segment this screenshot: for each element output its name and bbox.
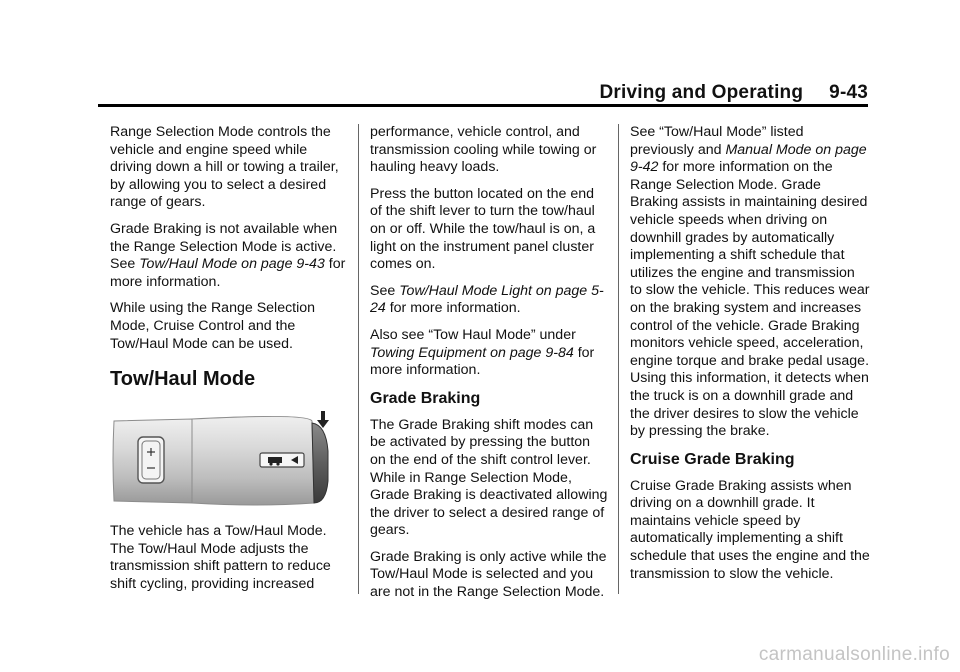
paragraph: Also see “Tow Haul Mode” under Towing Equipment on page 9-84 for more information. <box>370 326 595 379</box>
column-1 <box>110 124 348 603</box>
paragraph: See Tow/Haul Mode Light on page 5-24 for more information. <box>370 282 604 317</box>
cross-reference-link[interactable]: Tow/Haul Mode on page 9-43 <box>139 256 325 273</box>
column-3 <box>630 124 870 592</box>
column-divider <box>618 124 619 594</box>
subsection-heading: Grade Braking <box>370 389 481 407</box>
paragraph: Grade Braking is only active while the Tow/Haul Mode is selected and you are not in the Range Selection Mode. <box>370 548 607 601</box>
cross-reference-link[interactable]: Tow/Haul Mode Light on page 5-24 <box>370 282 604 317</box>
paragraph: Range Selection Mode controls the vehicle and engine speed while driving down a hill or towing a trailer, by allowing you to select a desired range of gears. <box>110 124 339 211</box>
paragraph: The Grade Braking shift modes can be activated by pressing the button on the end of the shift control lever. While in Range Selection Mode, Grade Braking is deactivated allowing the driver to select a desired range of gears. <box>370 416 608 539</box>
shift-lever-illustration <box>108 411 340 509</box>
header-rule <box>98 104 868 107</box>
subsection-heading: Cruise Grade Braking <box>630 450 795 468</box>
paragraph: See “Tow/Haul Mode” listed previously and Manual Mode on page 9-42 for more information on the Range Selection Mode. Grade Braking assists in maintaining desired vehicle speeds when driving on downhill grades by automatically implementing a shift schedule that utilizes the engine and transmission to slow the vehicle. This reduces wear on the braking system and increases control of the vehicle. Grade Braking monitors vehicle speed, acceleration, engine torque and brake pedal usage. Using this information, it detects when the truck is on a downhill grade and the driver desires to slow the vehicle by pressing the brake. <box>630 124 870 440</box>
section-heading: Tow/Haul Mode <box>110 368 256 391</box>
paragraph: Press the button located on the end of the shift lever to turn the tow/haul on or off. While the tow/haul is on, a light on the instrument panel cluster comes on. <box>370 185 596 273</box>
column-divider <box>358 124 359 594</box>
cross-reference-link[interactable]: Towing Equipment on page 9-84 <box>370 344 574 361</box>
cross-reference-link[interactable]: Manual Mode on page 9-42 <box>630 141 867 176</box>
paragraph: Grade Braking is not available when the Range Selection Mode is active. See Tow/Haul Mode on page 9-43 for more information. <box>110 220 346 290</box>
paragraph: While using the Range Selection Mode, Cruise Control and the Tow/Haul Mode can be used. <box>110 300 316 352</box>
paragraph: The vehicle has a Tow/Haul Mode. The Tow/Haul Mode adjusts the transmission shift pattern to reduce shift cycling, providing increased <box>110 523 331 592</box>
section-title: Driving and Operating <box>599 82 804 103</box>
watermark: carmanualsonline.info <box>758 644 950 665</box>
paragraph: performance, vehicle control, and transmission cooling while towing or hauling heavy loads. <box>370 124 597 176</box>
column-2 <box>370 124 608 611</box>
page-number: 9-43 <box>829 82 868 103</box>
page-header <box>98 82 868 104</box>
paragraph: Cruise Grade Braking assists when driving on a downhill grade. It maintains vehicle speed by automatically implementing a shift schedule that uses the engine and the transmission to slow the vehicle. <box>630 477 870 582</box>
